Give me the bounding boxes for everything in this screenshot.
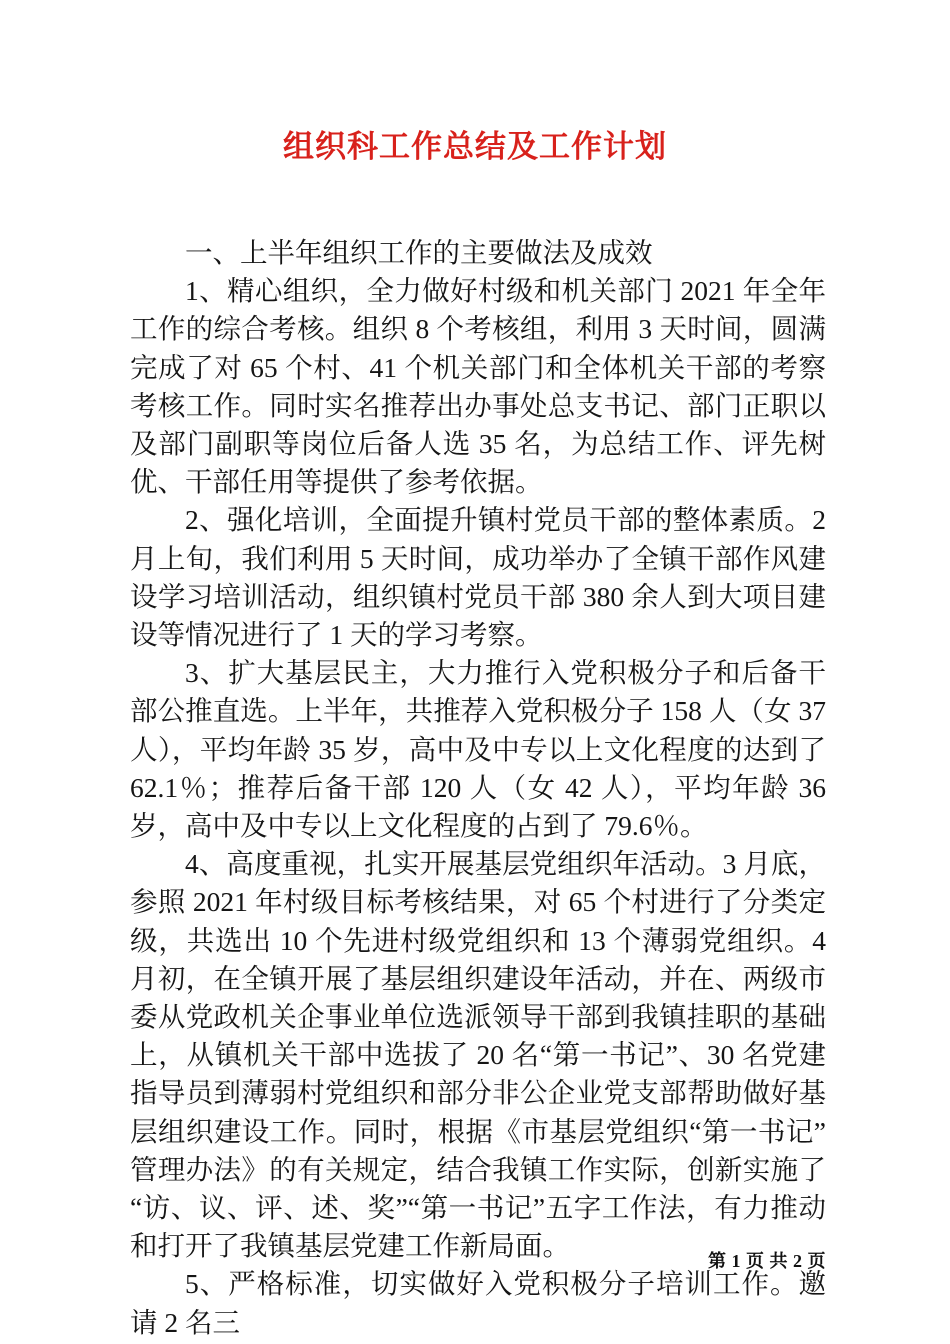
section-heading: 一、上半年组织工作的主要做法及成效 [185, 237, 653, 268]
paragraph-4: 4、高度重视，扎实开展基层党组织年活动。3 月底，参照 2021 年村级目标考核结果，对 65 个村进行了分类定级，共选出 10 个先进村级党组织和 13 个薄弱党组织。4 月初，在全镇开展了基层组织建设年活动，并在、两级市委从党政机关企事业单位选派领导干部到我镇挂职的基础上，从镇机关干部中选拔了 20 名“第一书记”、30 名党建指导员到薄弱村党组织和部分非公企业党支部帮助做好基层组织建设工作。同时，根据《市基层党组织“第一书记”管理办法》的有关规定，结合我镇工作实际，创新实施了“访、议、评、述、奖”“第一书记”五字工作法，有力推动和打开了我镇基层党建工作新局面。 [130, 848, 826, 1262]
paragraph-5: 5、严格标准，切实做好入党积极分子培训工作。邀请 2 名三 [130, 1268, 826, 1338]
paragraph-3: 3、扩大基层民主，大力推行入党积极分子和后备干部公推直选。上半年，共推荐入党积极分子 158 人（女 37 人），平均年龄 35 岁，高中及中专以上文化程度的达到了 62.1％；推荐后备干部 120 人（女 42 人），平均年龄 36 岁，高中及中专以上文化程度的占到了 79.6％。 [130, 657, 826, 842]
document-body [130, 234, 826, 1342]
page-title: 组织科工作总结及工作计划 [283, 129, 667, 165]
paragraph-2: 2、强化培训，全面提升镇村党员干部的整体素质。2 月上旬，我们利用 5 天时间，成功举办了全镇干部作风建设学习培训活动，组织镇村党员干部 380 余人到大项目建设等情况进行了 1 天的学习考察。 [130, 504, 826, 651]
paragraph-1: 1、精心组织，全力做好村级和机关部门 2021 年全年工作的综合考核。组织 8 个考核组，利用 3 天时间，圆满完成了对 65 个村、41 个机关部门和全体机关干部的考察考核工作。同时实名推荐出办事处总支书记、部门正职以及部门副职等岗位后备人选 35 名，为总结工作、评先树优、干部任用等提供了参考依据。 [130, 275, 826, 498]
page-footer: 第 1 页 共 2 页 [708, 1251, 826, 1271]
